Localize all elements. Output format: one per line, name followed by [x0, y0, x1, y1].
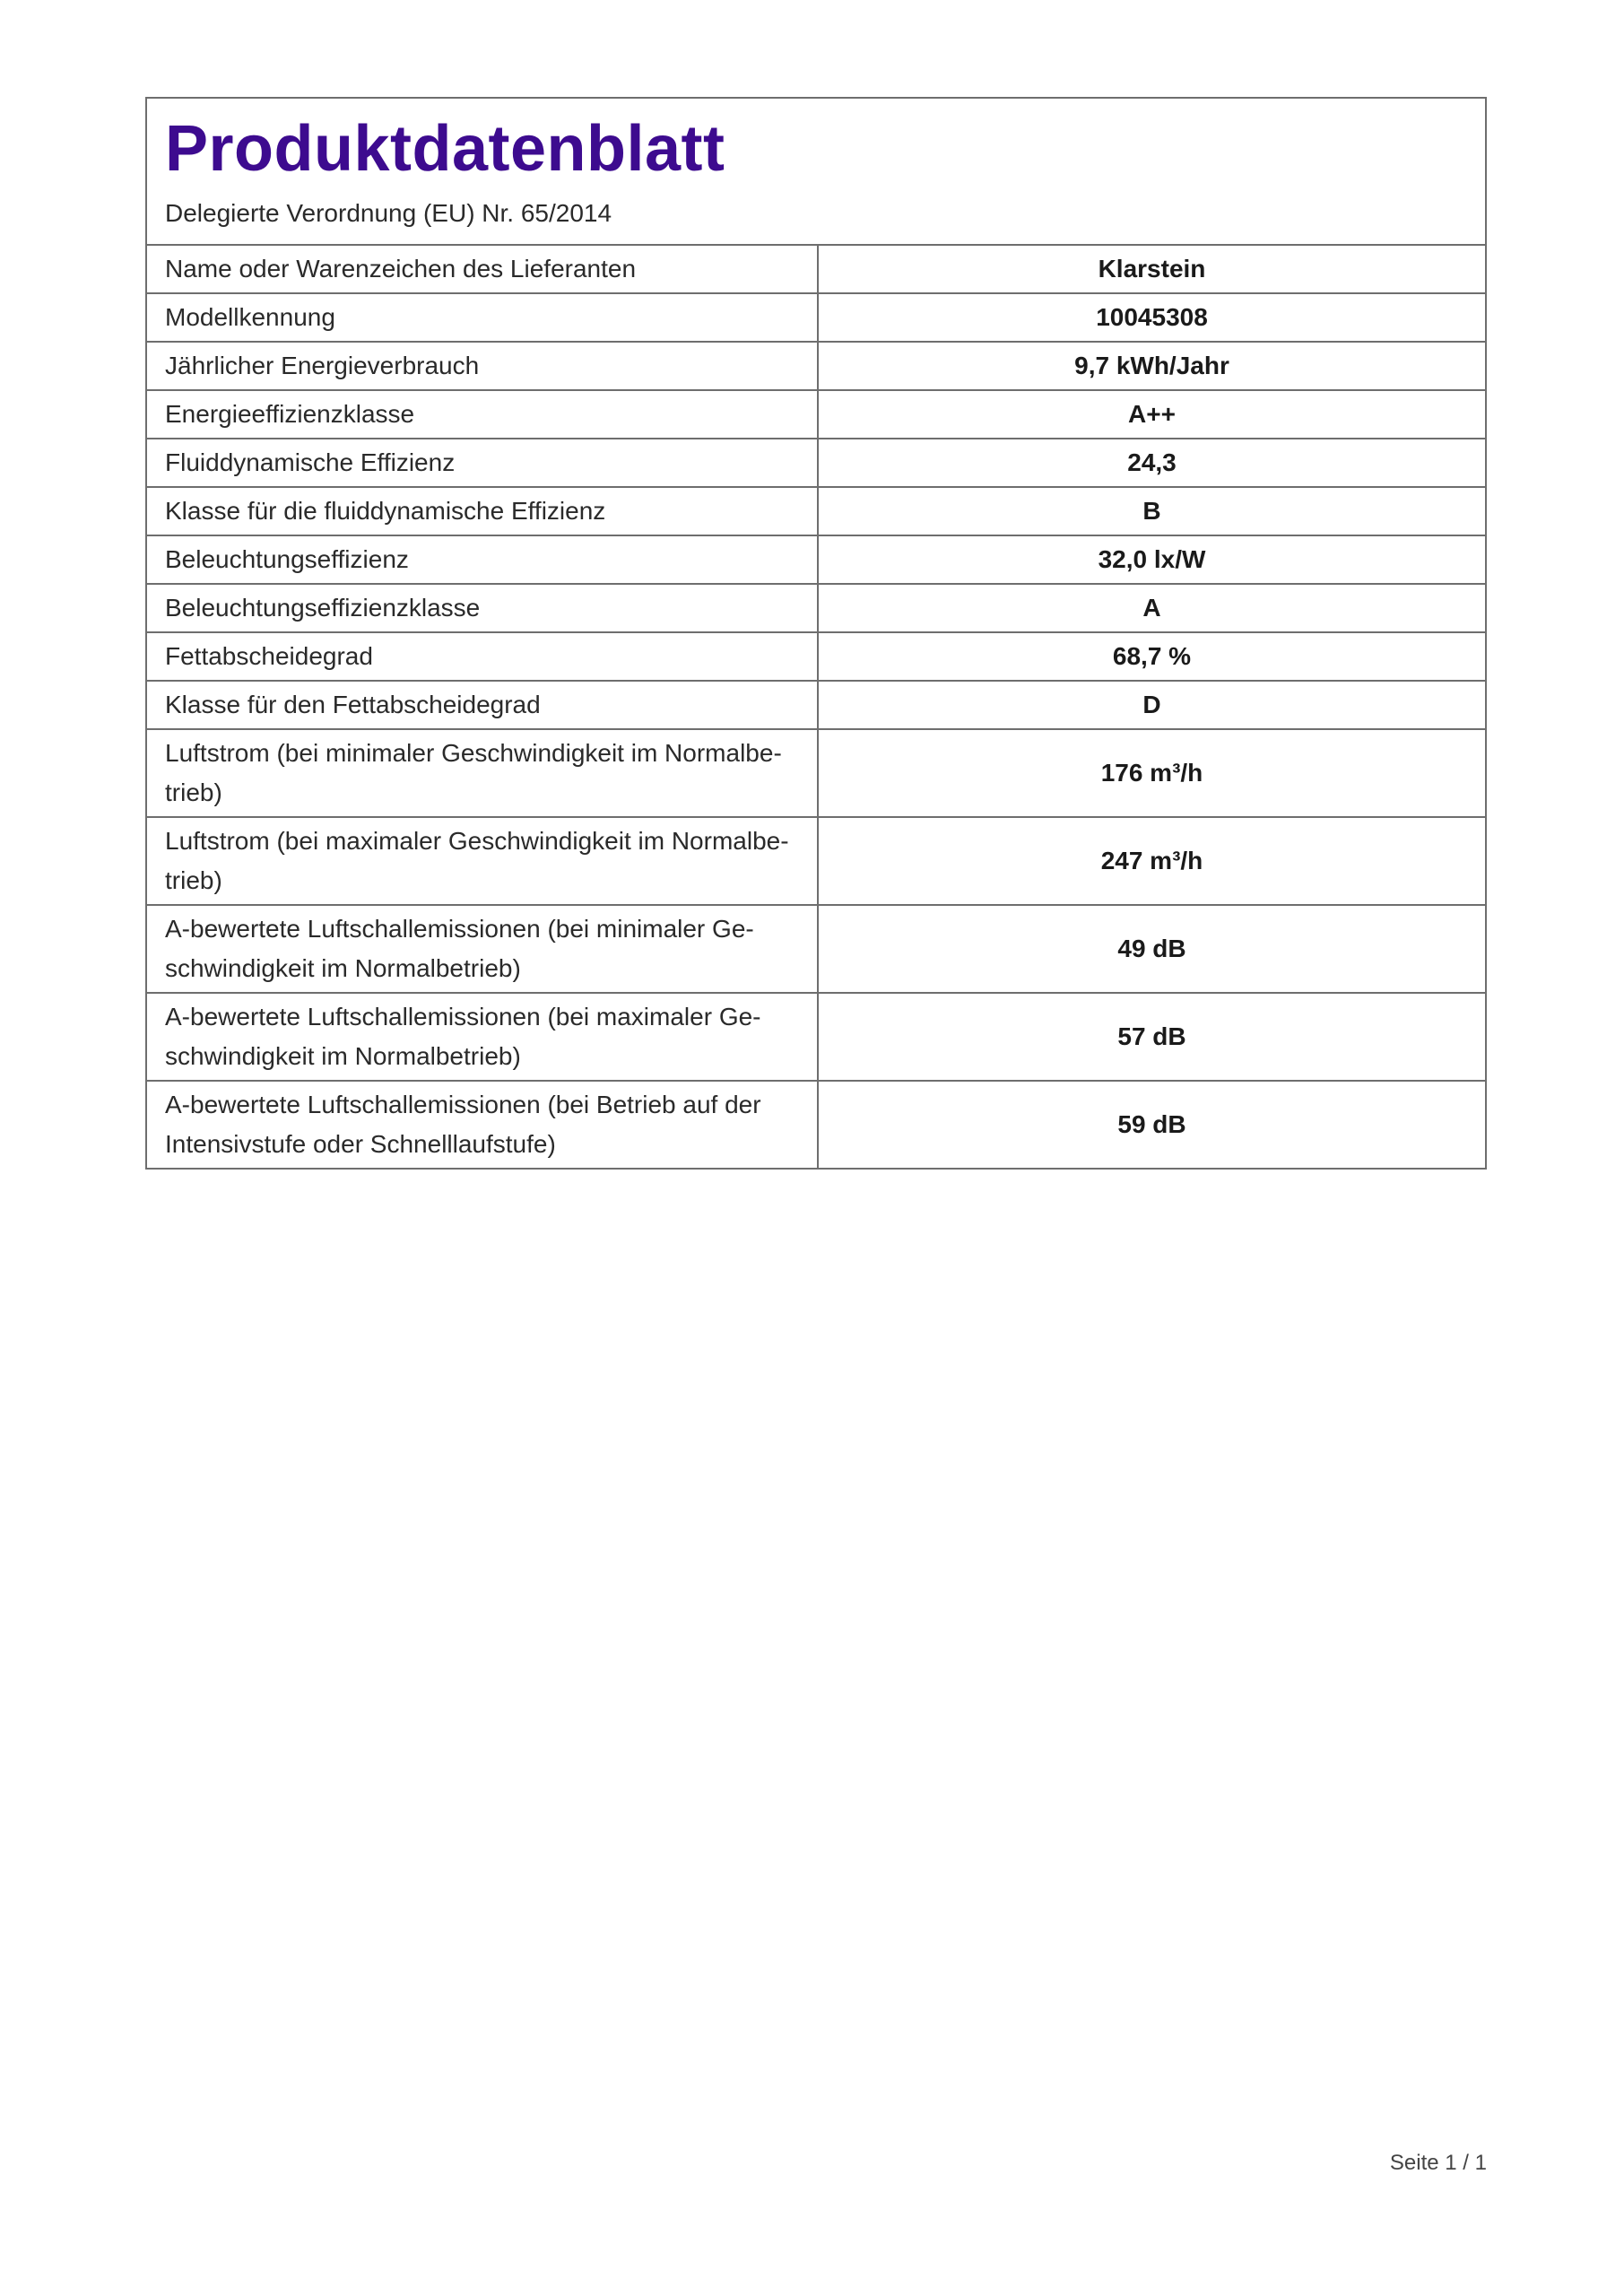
row-value-airflow-max: 247 m³/h	[818, 817, 1485, 905]
row-label-model: Modellkennung	[147, 293, 818, 342]
row-label-lighting-efficiency-class: Beleuchtungseffizienzklasse	[147, 584, 818, 632]
row-label-fluid-efficiency-class: Klasse für die fluiddynamische Effizienz	[147, 487, 818, 535]
row-value-energy-consumption: 9,7 kWh/Jahr	[818, 342, 1485, 390]
row-value-lighting-efficiency: 32,0 lx/W	[818, 535, 1485, 584]
table-row	[147, 632, 1485, 681]
table-row	[147, 246, 1485, 293]
row-label-noise-boost: A-bewertete Luftschallemissionen (bei Betrieb auf der Intensivstufe oder Schnelllaufstufe)	[147, 1081, 818, 1168]
product-data-sheet	[145, 97, 1487, 1170]
row-value-fluid-efficiency-class: B	[818, 487, 1485, 535]
row-label-airflow-max: Luftstrom (bei maximaler Geschwindigkeit im Normalbe-trieb)	[147, 817, 818, 905]
row-label-supplier: Name oder Warenzeichen des Lieferanten	[147, 246, 818, 293]
table-row	[147, 681, 1485, 729]
row-label-grease-filtering-class: Klasse für den Fettabscheidegrad	[147, 681, 818, 729]
table-row	[147, 293, 1485, 342]
sheet-header	[147, 99, 1485, 246]
row-label-fluid-efficiency: Fluiddynamische Effizienz	[147, 439, 818, 487]
table-row	[147, 817, 1485, 905]
row-value-noise-max: 57 dB	[818, 993, 1485, 1081]
table-row	[147, 1081, 1485, 1168]
row-value-grease-filtering-class: D	[818, 681, 1485, 729]
row-value-supplier: Klarstein	[818, 246, 1485, 293]
row-label-noise-min: A-bewertete Luftschallemissionen (bei minimaler Ge-schwindigkeit im Normalbetrieb)	[147, 905, 818, 993]
row-label-noise-max: A-bewertete Luftschallemissionen (bei maximaler Ge-schwindigkeit im Normalbetrieb)	[147, 993, 818, 1081]
row-value-airflow-min: 176 m³/h	[818, 729, 1485, 817]
table-row	[147, 439, 1485, 487]
row-label-lighting-efficiency: Beleuchtungseffizienz	[147, 535, 818, 584]
product-data-table	[147, 246, 1485, 1168]
row-label-energy-class: Energieeffizienzklasse	[147, 390, 818, 439]
table-row	[147, 584, 1485, 632]
row-label-energy-consumption: Jährlicher Energieverbrauch	[147, 342, 818, 390]
page-number: Seite 1 / 1	[1389, 2151, 1487, 2175]
row-value-fluid-efficiency: 24,3	[818, 439, 1485, 487]
row-label-grease-filtering: Fettabscheidegrad	[147, 632, 818, 681]
table-row	[147, 993, 1485, 1081]
table-row	[147, 729, 1485, 817]
row-value-noise-boost: 59 dB	[1117, 1110, 1186, 1138]
row-value-lighting-efficiency-class: A	[818, 584, 1485, 632]
regulation-subtitle: Delegierte Verordnung (EU) Nr. 65/2014	[165, 199, 612, 227]
row-value-grease-filtering: 68,7 %	[818, 632, 1485, 681]
table-row	[147, 390, 1485, 439]
row-value-noise-min: 49 dB	[818, 905, 1485, 993]
row-label-airflow-min: Luftstrom (bei minimaler Geschwindigkeit im Normalbe-trieb)	[147, 729, 818, 817]
table-row	[147, 342, 1485, 390]
table-row	[147, 535, 1485, 584]
row-value-model: 10045308	[818, 293, 1485, 342]
table-row	[147, 487, 1485, 535]
row-value-energy-class: A++	[818, 390, 1485, 439]
table-row	[147, 905, 1485, 993]
page-title: Produktdatenblatt	[165, 113, 725, 185]
